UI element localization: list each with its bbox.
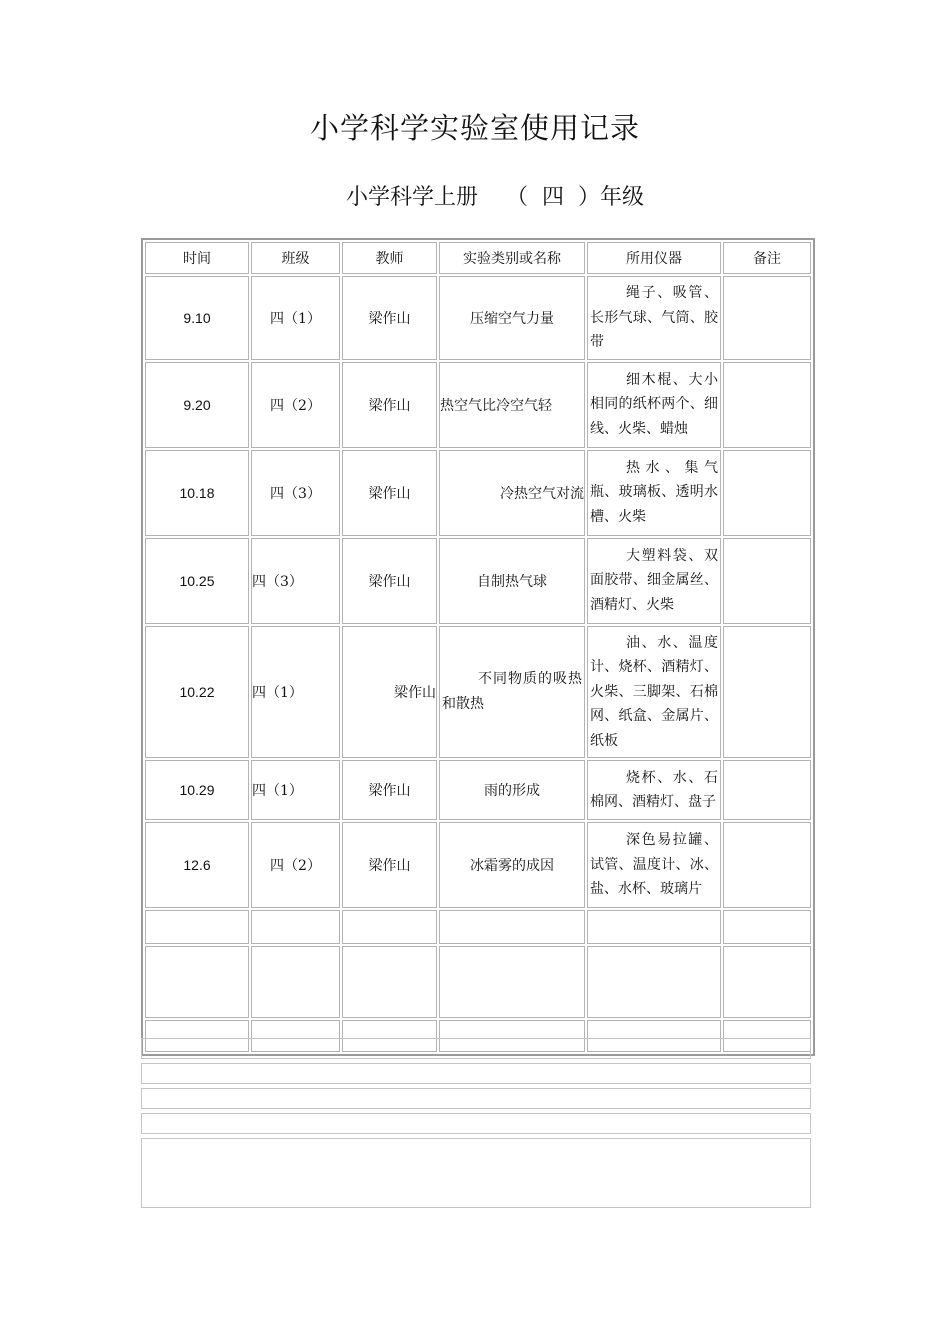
teacher-cell: 梁作山: [342, 822, 437, 908]
header-equipment: 所用仪器: [587, 242, 721, 274]
blank-line: [141, 1088, 811, 1109]
note-cell: [723, 538, 811, 624]
time-cell: 9.20: [145, 362, 249, 448]
equipment-cell: [587, 760, 721, 820]
class-cell: 四（2）: [251, 822, 340, 908]
equipment-text: 油、水、温度计、烧杯、酒精灯、火柴、三脚架、石棉网、纸盒、金属片、纸板: [590, 634, 718, 749]
table-row: [145, 538, 811, 624]
header-note: 备注: [723, 242, 811, 274]
equipment-text: 烧杯、水、石棉网、酒精灯、盘子: [590, 769, 718, 810]
equipment-cell: [587, 626, 721, 759]
experiment-cell: 自制热气球: [439, 538, 585, 624]
time-cell: 12.6: [145, 822, 249, 908]
teacher-cell: 梁作山: [342, 276, 437, 360]
blank-line: [141, 1113, 811, 1134]
blank-line: [141, 1038, 811, 1059]
note-cell: [723, 276, 811, 360]
teacher-cell: 梁作山: [342, 626, 437, 759]
equipment-cell: [587, 276, 721, 360]
time-cell: 10.25: [145, 538, 249, 624]
equipment-text: 热水、集气瓶、玻璃板、透明水槽、火柴: [590, 459, 718, 525]
time-cell: 10.29: [145, 760, 249, 820]
class-cell: 四（1）: [251, 626, 340, 759]
table-row: [145, 760, 811, 820]
page-subtitle: 小学科学上册 （ 四 ）年级: [346, 185, 644, 210]
header-teacher: 教师: [342, 242, 437, 274]
equipment-text: 绳子、吸管、长形气球、气筒、胶带: [590, 285, 718, 350]
note-cell: [723, 760, 811, 820]
table-row: [145, 276, 811, 360]
table-header-row: [145, 242, 811, 274]
empty-row: [145, 910, 811, 944]
equipment-cell: [587, 822, 721, 908]
class-cell: 四（1）: [251, 760, 340, 820]
experiment-cell: 雨的形成: [439, 760, 585, 820]
header-class: 班级: [251, 242, 340, 274]
empty-row: [145, 946, 811, 1018]
teacher-cell: 梁作山: [342, 450, 437, 536]
experiment-cell: 压缩空气力量: [439, 276, 585, 360]
time-cell: 10.18: [145, 450, 249, 536]
note-cell: [723, 362, 811, 448]
equipment-cell: [587, 362, 721, 448]
teacher-cell: 梁作山: [342, 760, 437, 820]
time-cell: 10.22: [145, 626, 249, 759]
experiment-text: 不同物质的吸热和散热: [442, 671, 582, 712]
experiment-cell: 冰霜雾的成因: [439, 822, 585, 908]
equipment-text: 细木棍、大小相同的纸杯两个、细线、火柴、蜡烛: [590, 371, 718, 437]
header-time: 时间: [145, 242, 249, 274]
experiment-cell: 冷热空气对流: [439, 450, 585, 536]
note-cell: [723, 450, 811, 536]
class-cell: 四（1）: [251, 276, 340, 360]
table-row: [145, 362, 811, 448]
class-cell: 四（3）: [251, 450, 340, 536]
equipment-cell: [587, 538, 721, 624]
table-row: [145, 450, 811, 536]
teacher-cell: 梁作山: [342, 538, 437, 624]
table-row: [145, 822, 811, 908]
page-title: 小学科学实验室使用记录: [309, 111, 640, 145]
time-cell: 9.10: [145, 276, 249, 360]
class-cell: 四（2）: [251, 362, 340, 448]
table-row: [145, 626, 811, 759]
class-cell: 四（3）: [251, 538, 340, 624]
equipment-text: 大塑料袋、双面胶带、细金属丝、酒精灯、火柴: [590, 547, 718, 613]
equipment-cell: [587, 450, 721, 536]
note-cell: [723, 626, 811, 759]
experiment-cell: [439, 626, 585, 759]
blank-line: [141, 1063, 811, 1084]
header-experiment: 实验类别或名称: [439, 242, 585, 274]
note-cell: [723, 822, 811, 908]
blank-box: [141, 1138, 811, 1208]
experiment-cell: 热空气比冷空气轻: [439, 362, 585, 448]
equipment-text: 深色易拉罐、试管、温度计、冰、盐、水杯、玻璃片: [590, 832, 718, 898]
teacher-cell: 梁作山: [342, 362, 437, 448]
usage-record-table: [141, 238, 815, 1056]
